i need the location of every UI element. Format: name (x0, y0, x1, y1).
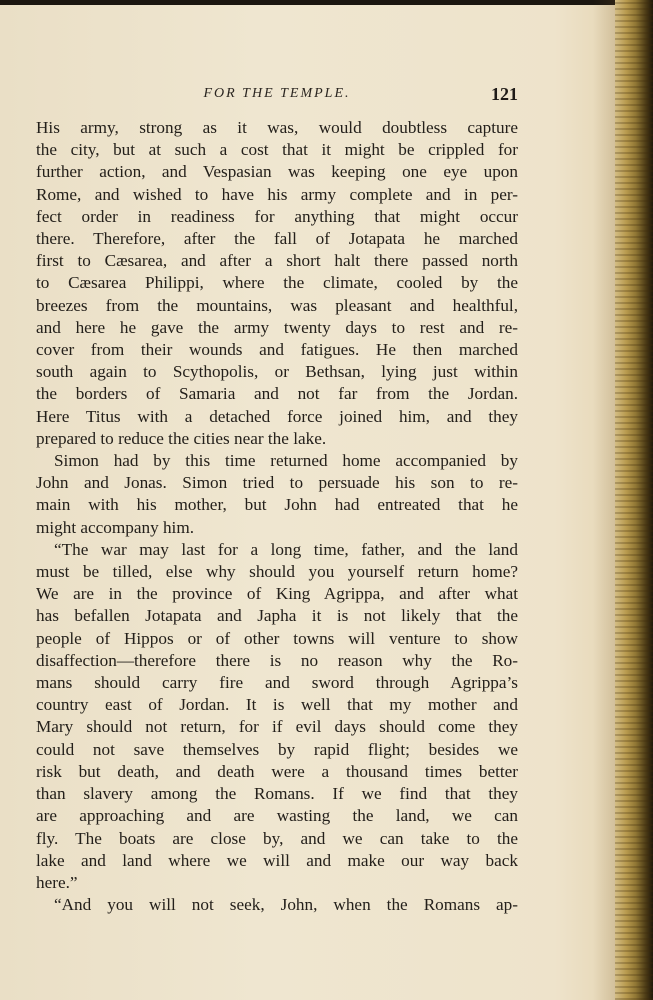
text-line: and here he gave the army twenty days to rest and re- (36, 317, 518, 337)
text-line: disaffection—therefore there is no reason why the Ro- (36, 650, 518, 670)
gutter-shadow (593, 0, 615, 1000)
page-number: 121 (491, 84, 518, 104)
text-line: further action, and Vespasian was keeping one eye upon (36, 162, 518, 182)
text-line: prepared to reduce the cities near the lake. (36, 428, 327, 448)
text-line: there. Therefore, after the fall of Jotapata he marched (36, 229, 518, 249)
text-line: to Cæsarea Philippi, where the climate, cooled by the (36, 273, 518, 293)
text-line: Here Titus with a detached force joined him, and they (36, 406, 518, 426)
text-line: first to Cæsarea, and after a short halt there passed north (36, 251, 518, 271)
page-header (36, 84, 518, 108)
text-line: Rome, and wished to have his army complete and in per- (36, 184, 518, 204)
running-head: FOR THE TEMPLE. (203, 86, 351, 101)
text-line: the borders of Samaria and not far from the Jordan. (36, 384, 518, 404)
text-line: His army, strong as it was, would doubtless capture (36, 118, 518, 137)
text-line: people of Hippos or of other towns will venture to show (36, 628, 518, 648)
text-line: country east of Jordan. It is well that my mother and (36, 695, 518, 715)
text-line: lake and land where we will and make our way back (36, 850, 518, 870)
text-line: “The war may last for a long time, father, and the land (54, 539, 518, 559)
text-line: has befallen Jotapata and Japha it is not likely that the (36, 606, 518, 626)
text-line: main with his mother, but John had entreated that he (36, 495, 518, 515)
text-line: mans should carry fire and sword through Agrippa’s (36, 673, 518, 693)
text-line: John and Jonas. Simon tried to persuade his son to re- (36, 473, 518, 493)
text-line: Mary should not return, for if evil days should come they (36, 717, 518, 737)
text-line: Simon had by this time returned home accompanied by (54, 451, 518, 471)
text-line: than slavery among the Romans. If we find that they (36, 784, 518, 804)
body-text (36, 117, 518, 916)
text-line: “And you will not seek, John, when the Romans ap- (54, 895, 518, 915)
text-line: must be tilled, else why should you yourself return home? (36, 562, 518, 582)
text-line: here.” (36, 872, 78, 892)
book-spine-edge (615, 0, 653, 1000)
text-line: are approaching and are wasting the land, we can (36, 806, 518, 826)
text-line: the city, but at such a cost that it might be crippled for (36, 140, 518, 160)
text-line: fect order in readiness for anything that might occur (36, 206, 518, 226)
text-line: risk but death, and death were a thousand times better (36, 761, 518, 781)
text-line: breezes from the mountains, was pleasant and healthful, (36, 295, 518, 315)
text-line: cover from their wounds and fatigues. He then marched (36, 340, 518, 360)
text-line: We are in the province of King Agrippa, and after what (36, 584, 518, 604)
text-line: could not save themselves by rapid flight; besides we (36, 739, 518, 759)
text-line: fly. The boats are close by, and we can take to the (36, 828, 518, 848)
page-top-edge (0, 0, 653, 5)
text-line: south again to Scythopolis, or Bethsan, lying just within (36, 362, 518, 382)
text-line: might accompany him. (36, 517, 194, 537)
